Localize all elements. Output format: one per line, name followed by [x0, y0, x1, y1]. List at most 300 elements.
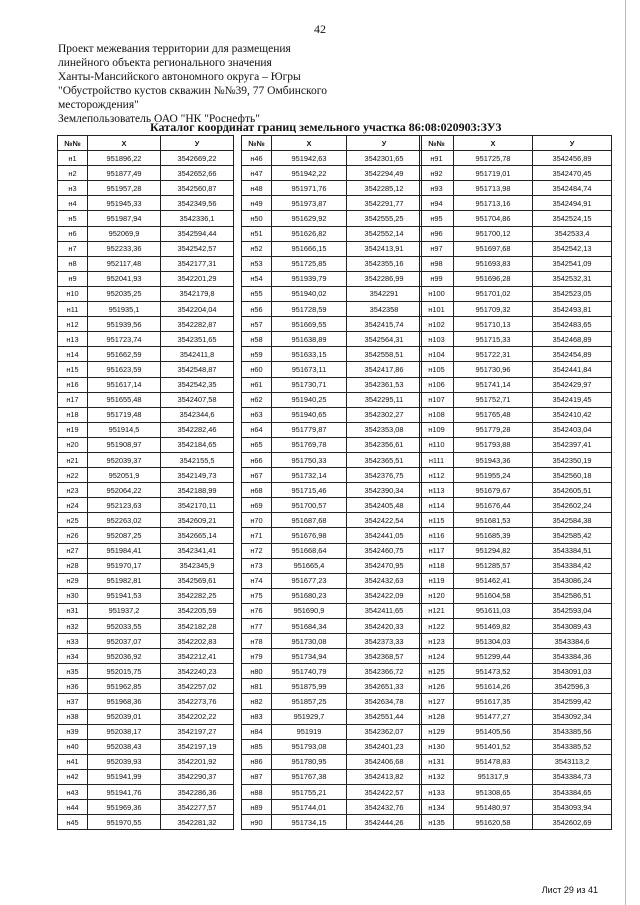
- table-row: [420, 468, 612, 483]
- point-number-cell: н118: [420, 558, 454, 573]
- x-coordinate-cell: 952051,9: [88, 468, 161, 483]
- table-row: [242, 256, 422, 271]
- point-number-cell: н38: [58, 709, 88, 724]
- y-coordinate-cell: 3542594,44: [161, 226, 234, 241]
- x-coordinate-cell: 951723,74: [88, 332, 161, 347]
- table-row: [420, 151, 612, 166]
- x-coordinate-cell: 951942,22: [272, 166, 347, 181]
- table-row: [420, 286, 612, 301]
- point-number-cell: н62: [242, 392, 272, 407]
- scan-edge-line: [625, 0, 626, 905]
- point-number-cell: н73: [242, 558, 272, 573]
- x-coordinate-cell: 951700,57: [272, 498, 347, 513]
- point-number-cell: н94: [420, 196, 454, 211]
- point-number-cell: н25: [58, 513, 88, 528]
- x-coordinate-cell: 952233,36: [88, 241, 161, 256]
- point-number-cell: н33: [58, 634, 88, 649]
- table-row: [242, 649, 422, 664]
- table-row: [242, 739, 422, 754]
- y-coordinate-cell: 3543089,43: [533, 619, 612, 634]
- point-number-cell: н116: [420, 528, 454, 543]
- x-coordinate-cell: 951940,25: [272, 392, 347, 407]
- x-coordinate-cell: 951750,33: [272, 452, 347, 467]
- point-number-cell: н26: [58, 528, 88, 543]
- column-header-x: Х: [88, 136, 161, 151]
- x-coordinate-cell: 951857,25: [272, 694, 347, 709]
- x-coordinate-cell: 952039,93: [88, 754, 161, 769]
- point-number-cell: н10: [58, 286, 88, 301]
- y-coordinate-cell: 3542290,37: [161, 769, 234, 784]
- table-row: [420, 211, 612, 226]
- table-row: [242, 483, 422, 498]
- point-number-cell: н14: [58, 347, 88, 362]
- point-number-cell: н82: [242, 694, 272, 709]
- x-coordinate-cell: 951875,99: [272, 679, 347, 694]
- x-coordinate-cell: 951755,21: [272, 785, 347, 800]
- table-row: [420, 483, 612, 498]
- table-row: [242, 664, 422, 679]
- table-row: [58, 679, 234, 694]
- table-row: [420, 785, 612, 800]
- x-coordinate-cell: 951681,53: [454, 513, 533, 528]
- x-coordinate-cell: 951462,41: [454, 573, 533, 588]
- x-coordinate-cell: 951740,79: [272, 664, 347, 679]
- y-coordinate-cell: 3542584,38: [533, 513, 612, 528]
- point-number-cell: н32: [58, 619, 88, 634]
- point-number-cell: н79: [242, 649, 272, 664]
- table-row: [58, 211, 234, 226]
- table-row: [242, 498, 422, 513]
- point-number-cell: н69: [242, 498, 272, 513]
- x-coordinate-cell: 951732,14: [272, 468, 347, 483]
- column-header-x: Х: [272, 136, 347, 151]
- x-coordinate-cell: 951715,46: [272, 483, 347, 498]
- x-coordinate-cell: 951715,33: [454, 332, 533, 347]
- table-row: [242, 181, 422, 196]
- y-coordinate-cell: 3542532,31: [533, 271, 612, 286]
- point-number-cell: н90: [242, 815, 272, 830]
- table-row: [58, 498, 234, 513]
- x-coordinate-cell: 951620,58: [454, 815, 533, 830]
- table-row: [58, 317, 234, 332]
- y-coordinate-cell: 3542669,22: [161, 151, 234, 166]
- point-number-cell: н91: [420, 151, 454, 166]
- y-coordinate-cell: 3542336,1: [161, 211, 234, 226]
- y-coordinate-cell: 3542599,42: [533, 694, 612, 709]
- x-coordinate-cell: 952036,92: [88, 649, 161, 664]
- table-row: [420, 256, 612, 271]
- x-coordinate-cell: 951908,97: [88, 437, 161, 452]
- table-row: [242, 392, 422, 407]
- table-row: [58, 241, 234, 256]
- table-row: [420, 422, 612, 437]
- x-coordinate-cell: 951710,13: [454, 317, 533, 332]
- y-coordinate-cell: 3542349,56: [161, 196, 234, 211]
- point-number-cell: н13: [58, 332, 88, 347]
- point-number-cell: н72: [242, 543, 272, 558]
- x-coordinate-cell: 951478,83: [454, 754, 533, 769]
- y-coordinate-cell: 3543384,51: [533, 543, 612, 558]
- point-number-cell: н57: [242, 317, 272, 332]
- table-row: [242, 558, 422, 573]
- x-coordinate-cell: 951680,23: [272, 588, 347, 603]
- y-coordinate-cell: 3542294,49: [347, 166, 422, 181]
- point-number-cell: н85: [242, 739, 272, 754]
- y-coordinate-cell: 3542468,89: [533, 332, 612, 347]
- x-coordinate-cell: 952033,55: [88, 619, 161, 634]
- point-number-cell: н27: [58, 543, 88, 558]
- point-number-cell: н80: [242, 664, 272, 679]
- table-row: [58, 709, 234, 724]
- x-coordinate-cell: 952038,43: [88, 739, 161, 754]
- table-row: [58, 392, 234, 407]
- point-number-cell: н55: [242, 286, 272, 301]
- table-row: [58, 543, 234, 558]
- y-coordinate-cell: 3542593,04: [533, 603, 612, 618]
- y-coordinate-cell: 3542282,25: [161, 588, 234, 603]
- x-coordinate-cell: 951638,89: [272, 332, 347, 347]
- y-coordinate-cell: 3542355,16: [347, 256, 422, 271]
- y-coordinate-cell: 3542197,19: [161, 739, 234, 754]
- y-coordinate-cell: 3542432,76: [347, 800, 422, 815]
- table-row: [58, 362, 234, 377]
- y-coordinate-cell: 3542432,63: [347, 573, 422, 588]
- table-row: [58, 634, 234, 649]
- column-header-num: №№: [58, 136, 88, 151]
- table-row: [242, 317, 422, 332]
- point-number-cell: н37: [58, 694, 88, 709]
- y-coordinate-cell: 3542441,05: [347, 528, 422, 543]
- point-number-cell: н7: [58, 241, 88, 256]
- point-number-cell: н75: [242, 588, 272, 603]
- y-coordinate-cell: 3542422,09: [347, 588, 422, 603]
- column-header-y: У: [533, 136, 612, 151]
- x-coordinate-cell: 951690,9: [272, 603, 347, 618]
- x-coordinate-cell: 951696,28: [454, 271, 533, 286]
- point-number-cell: н123: [420, 634, 454, 649]
- point-number-cell: н113: [420, 483, 454, 498]
- point-number-cell: н71: [242, 528, 272, 543]
- y-coordinate-cell: 3542551,44: [347, 709, 422, 724]
- point-number-cell: н127: [420, 694, 454, 709]
- x-coordinate-cell: 951945,33: [88, 196, 161, 211]
- point-number-cell: н1: [58, 151, 88, 166]
- x-coordinate-cell: 951611,03: [454, 603, 533, 618]
- header-line: линейного объекта регионального значения: [58, 57, 272, 69]
- y-coordinate-cell: 3542188,99: [161, 483, 234, 498]
- x-coordinate-cell: 951304,03: [454, 634, 533, 649]
- point-number-cell: н58: [242, 332, 272, 347]
- x-coordinate-cell: 951896,22: [88, 151, 161, 166]
- y-coordinate-cell: 3542273,76: [161, 694, 234, 709]
- point-number-cell: н66: [242, 452, 272, 467]
- table-row: [242, 241, 422, 256]
- table-row: [242, 754, 422, 769]
- x-coordinate-cell: 951973,87: [272, 196, 347, 211]
- x-coordinate-cell: 951469,82: [454, 619, 533, 634]
- y-coordinate-cell: 3543086,24: [533, 573, 612, 588]
- x-coordinate-cell: 951473,52: [454, 664, 533, 679]
- point-number-cell: н6: [58, 226, 88, 241]
- y-coordinate-cell: 3542548,87: [161, 362, 234, 377]
- point-number-cell: н87: [242, 769, 272, 784]
- x-coordinate-cell: 951693,83: [454, 256, 533, 271]
- table-row: [58, 588, 234, 603]
- y-coordinate-cell: 3542420,33: [347, 619, 422, 634]
- x-coordinate-cell: 951793,88: [454, 437, 533, 452]
- x-coordinate-cell: 951405,56: [454, 724, 533, 739]
- x-coordinate-cell: 951940,65: [272, 407, 347, 422]
- y-coordinate-cell: 3542197,27: [161, 724, 234, 739]
- x-coordinate-cell: 951719,48: [88, 407, 161, 422]
- table-row: [242, 724, 422, 739]
- table-row: [420, 166, 612, 181]
- x-coordinate-cell: 951877,49: [88, 166, 161, 181]
- y-coordinate-cell: 3542441,84: [533, 362, 612, 377]
- table-row: [58, 377, 234, 392]
- table-row: [420, 588, 612, 603]
- y-coordinate-cell: 3542634,78: [347, 694, 422, 709]
- table-row: [242, 437, 422, 452]
- table-row: [58, 619, 234, 634]
- x-coordinate-cell: 952087,25: [88, 528, 161, 543]
- y-coordinate-cell: 3542365,51: [347, 452, 422, 467]
- point-number-cell: н51: [242, 226, 272, 241]
- point-number-cell: н68: [242, 483, 272, 498]
- point-number-cell: н60: [242, 362, 272, 377]
- y-coordinate-cell: 3542560,18: [533, 468, 612, 483]
- x-coordinate-cell: 951665,4: [272, 558, 347, 573]
- x-coordinate-cell: 951940,02: [272, 286, 347, 301]
- table-row: [58, 271, 234, 286]
- x-coordinate-cell: 951962,85: [88, 679, 161, 694]
- point-number-cell: н81: [242, 679, 272, 694]
- y-coordinate-cell: 3542484,74: [533, 181, 612, 196]
- x-coordinate-cell: 951793,08: [272, 739, 347, 754]
- catalog-title: Каталог координат границ земельного участка 86:08:020903:ЗУ3: [150, 120, 502, 134]
- y-coordinate-cell: 3542406,68: [347, 754, 422, 769]
- y-coordinate-cell: 3542170,11: [161, 498, 234, 513]
- table-row: [420, 241, 612, 256]
- y-coordinate-cell: 3543384,65: [533, 785, 612, 800]
- table-row: [420, 513, 612, 528]
- coordinate-table-2: [241, 135, 422, 830]
- y-coordinate-cell: 3542302,27: [347, 407, 422, 422]
- x-coordinate-cell: 951970,55: [88, 815, 161, 830]
- x-coordinate-cell: 951941,53: [88, 588, 161, 603]
- x-coordinate-cell: 951734,15: [272, 815, 347, 830]
- table-row: [242, 528, 422, 543]
- x-coordinate-cell: 951623,59: [88, 362, 161, 377]
- point-number-cell: н134: [420, 800, 454, 815]
- table-row: [420, 815, 612, 830]
- x-coordinate-cell: 952123,63: [88, 498, 161, 513]
- x-coordinate-cell: 951968,36: [88, 694, 161, 709]
- table-row: [420, 302, 612, 317]
- table-row: [58, 815, 234, 830]
- y-coordinate-cell: 3542155,5: [161, 452, 234, 467]
- y-coordinate-cell: 3542413,91: [347, 241, 422, 256]
- table-row: [58, 573, 234, 588]
- table-row: [420, 392, 612, 407]
- x-coordinate-cell: 951982,81: [88, 573, 161, 588]
- table-row: [242, 543, 422, 558]
- y-coordinate-cell: 3542358: [347, 302, 422, 317]
- table-row: [58, 452, 234, 467]
- y-coordinate-cell: 3542411,8: [161, 347, 234, 362]
- table-row: [242, 588, 422, 603]
- point-number-cell: н128: [420, 709, 454, 724]
- y-coordinate-cell: 3542149,73: [161, 468, 234, 483]
- table-row: [242, 332, 422, 347]
- point-number-cell: н40: [58, 739, 88, 754]
- y-coordinate-cell: 3542277,57: [161, 800, 234, 815]
- document-header: [58, 42, 438, 126]
- x-coordinate-cell: 952064,22: [88, 483, 161, 498]
- point-number-cell: н98: [420, 256, 454, 271]
- table-row: [420, 664, 612, 679]
- y-coordinate-cell: 3542405,48: [347, 498, 422, 513]
- x-coordinate-cell: 951679,67: [454, 483, 533, 498]
- table-row: [58, 226, 234, 241]
- point-number-cell: н11: [58, 302, 88, 317]
- y-coordinate-cell: 3542403,04: [533, 422, 612, 437]
- y-coordinate-cell: 3542373,33: [347, 634, 422, 649]
- point-number-cell: н84: [242, 724, 272, 739]
- y-coordinate-cell: 3542356,61: [347, 437, 422, 452]
- point-number-cell: н111: [420, 452, 454, 467]
- x-coordinate-cell: 951673,11: [272, 362, 347, 377]
- column-header-y: У: [347, 136, 422, 151]
- y-coordinate-cell: 3542651,33: [347, 679, 422, 694]
- table-row: [420, 317, 612, 332]
- y-coordinate-cell: 3542541,09: [533, 256, 612, 271]
- x-coordinate-cell: 951987,94: [88, 211, 161, 226]
- y-coordinate-cell: 3542341,41: [161, 543, 234, 558]
- table-row: [420, 377, 612, 392]
- point-number-cell: н132: [420, 769, 454, 784]
- table-row: [242, 422, 422, 437]
- point-number-cell: н28: [58, 558, 88, 573]
- y-coordinate-cell: 3542286,36: [161, 785, 234, 800]
- point-number-cell: н105: [420, 362, 454, 377]
- y-coordinate-cell: 3543384,36: [533, 649, 612, 664]
- x-coordinate-cell: 951713,16: [454, 196, 533, 211]
- x-coordinate-cell: 951713,98: [454, 181, 533, 196]
- point-number-cell: н24: [58, 498, 88, 513]
- x-coordinate-cell: 951669,55: [272, 317, 347, 332]
- point-number-cell: н74: [242, 573, 272, 588]
- y-coordinate-cell: 3542560,87: [161, 181, 234, 196]
- y-coordinate-cell: 3543093,94: [533, 800, 612, 815]
- y-coordinate-cell: 3542422,54: [347, 513, 422, 528]
- table-row: [420, 196, 612, 211]
- point-number-cell: н18: [58, 407, 88, 422]
- y-coordinate-cell: 3542182,28: [161, 619, 234, 634]
- table-row: [58, 468, 234, 483]
- y-coordinate-cell: 3542407,58: [161, 392, 234, 407]
- x-coordinate-cell: 951655,48: [88, 392, 161, 407]
- table-row: [242, 271, 422, 286]
- y-coordinate-cell: 3542564,31: [347, 332, 422, 347]
- point-number-cell: н45: [58, 815, 88, 830]
- table-row: [58, 694, 234, 709]
- y-coordinate-cell: 3542483,65: [533, 317, 612, 332]
- table-row: [420, 739, 612, 754]
- table-row: [420, 528, 612, 543]
- y-coordinate-cell: 3542401,23: [347, 739, 422, 754]
- x-coordinate-cell: 952039,01: [88, 709, 161, 724]
- y-coordinate-cell: 3542362,07: [347, 724, 422, 739]
- y-coordinate-cell: 3542609,21: [161, 513, 234, 528]
- x-coordinate-cell: 951780,95: [272, 754, 347, 769]
- point-number-cell: н19: [58, 422, 88, 437]
- point-number-cell: н114: [420, 498, 454, 513]
- point-number-cell: н15: [58, 362, 88, 377]
- y-coordinate-cell: 3542417,86: [347, 362, 422, 377]
- point-number-cell: н41: [58, 754, 88, 769]
- y-coordinate-cell: 3542282,46: [161, 422, 234, 437]
- x-coordinate-cell: 951614,26: [454, 679, 533, 694]
- x-coordinate-cell: 951700,12: [454, 226, 533, 241]
- point-number-cell: н86: [242, 754, 272, 769]
- x-coordinate-cell: 951684,34: [272, 619, 347, 634]
- table-row: [242, 226, 422, 241]
- table-row: [242, 362, 422, 377]
- point-number-cell: н102: [420, 317, 454, 332]
- header-line: Ханты-Мансийского автономного округа – Югры: [58, 71, 301, 83]
- x-coordinate-cell: 951969,36: [88, 800, 161, 815]
- table-row: [420, 498, 612, 513]
- x-coordinate-cell: 951741,14: [454, 377, 533, 392]
- table-row: [242, 452, 422, 467]
- y-coordinate-cell: 3542410,42: [533, 407, 612, 422]
- x-coordinate-cell: 951617,35: [454, 694, 533, 709]
- y-coordinate-cell: 3543092,34: [533, 709, 612, 724]
- point-number-cell: н70: [242, 513, 272, 528]
- y-coordinate-cell: 3542368,57: [347, 649, 422, 664]
- x-coordinate-cell: 951914,5: [88, 422, 161, 437]
- point-number-cell: н96: [420, 226, 454, 241]
- table-row: [242, 603, 422, 618]
- y-coordinate-cell: 3542419,45: [533, 392, 612, 407]
- point-number-cell: н54: [242, 271, 272, 286]
- point-number-cell: н5: [58, 211, 88, 226]
- point-number-cell: н83: [242, 709, 272, 724]
- x-coordinate-cell: 951939,56: [88, 317, 161, 332]
- point-number-cell: н77: [242, 619, 272, 634]
- column-header-num: №№: [420, 136, 454, 151]
- point-number-cell: н50: [242, 211, 272, 226]
- table-row: [242, 151, 422, 166]
- table-row: [420, 769, 612, 784]
- table-row: [242, 679, 422, 694]
- point-number-cell: н95: [420, 211, 454, 226]
- y-coordinate-cell: 3542240,23: [161, 664, 234, 679]
- x-coordinate-cell: 951752,71: [454, 392, 533, 407]
- x-coordinate-cell: 951744,01: [272, 800, 347, 815]
- table-row: [242, 211, 422, 226]
- y-coordinate-cell: 3542285,12: [347, 181, 422, 196]
- table-row: [58, 437, 234, 452]
- table-row: [242, 800, 422, 815]
- y-coordinate-cell: 3542397,41: [533, 437, 612, 452]
- x-coordinate-cell: 951730,71: [272, 377, 347, 392]
- point-number-cell: н107: [420, 392, 454, 407]
- x-coordinate-cell: 951935,1: [88, 302, 161, 317]
- y-coordinate-cell: 3542415,74: [347, 317, 422, 332]
- table-row: [242, 769, 422, 784]
